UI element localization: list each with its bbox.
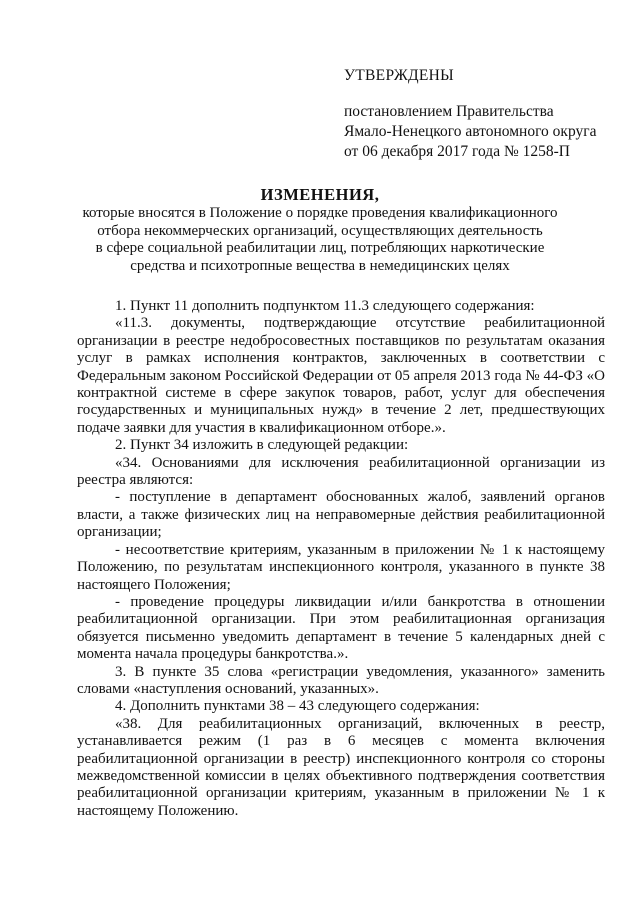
document-heading (0, 185, 640, 275)
paragraph-38: «38. Для реабилитационных организаций, включенных в реестр, устанавливается режим (1 раз в 6 месяцев с момента включения реабилитационной организации в реестр) инспекционного контроля со стороны межведомственной комиссии в целях объективного подтверждения соответствия реабилитационной организации критериям, указанным в приложении № 1 к настоящему Положению. (77, 715, 605, 819)
paragraph-bullet-complaints: - поступление в департамент обоснованных жалоб, заявлений органов власти, а также физических лиц на неправомерные действия реабилитационной организации; (77, 489, 605, 541)
paragraph-11-3: «11.3. документы, подтверждающие отсутствие реабилитационной организации в реестре недобросовестных поставщиков по результатам оказания услуг в рамках исполнения контрактов, заключенных в соответствии с Федеральным законом Российской Федерации от 05 апреля 2013 года № 44-ФЗ «О контрактной системе в сфере закупок товаров, работ, услуг для обеспечения государственных и муниципальных нужд» в течение 2 лет, предшествующих подаче заявки для участия в квалификационном отборе.». (77, 315, 605, 436)
paragraph-item-4: 4. Дополнить пунктами 38 – 43 следующего содержания: (115, 698, 480, 715)
paragraph-item-1: 1. Пункт 11 дополнить подпунктом 11.3 следующего содержания: (115, 298, 535, 314)
paragraph-34: «34. Основаниями для исключения реабилитационной организации из реестра являются: (77, 454, 605, 489)
paragraph-item-2: 2. Пункт 34 изложить в следующей редакции: (115, 437, 409, 454)
approval-title: УТВЕРЖДЕНЫ (344, 67, 454, 84)
paragraph-bullet-criteria: - несоответствие критериям, указанным в приложении № 1 к настоящему Положению, по результатам инспекционного контроля, указанного в пункте 38 настоящего Положения; (77, 541, 605, 593)
document-subtitle-line: средства и психотропные вещества в немедицинских целях (130, 257, 510, 274)
document-title: ИЗМЕНЕНИЯ, (260, 185, 380, 204)
approval-line: Ямало-Ненецкого автономного округа (344, 123, 597, 140)
document-subtitle-line: которые вносятся в Положение о порядке проведения квалификационного (82, 205, 558, 221)
document-subtitle-line: отбора некоммерческих организаций, осуществляющих деятельность (97, 222, 543, 239)
paragraph-item-3: 3. В пункте 35 слова «регистрации уведомления, указанного» заменить словами «наступления оснований, указанных». (77, 663, 605, 697)
document-subtitle-line: в сфере социальной реабилитации лиц, потребляющих наркотические (95, 240, 545, 256)
approval-line: постановлением Правительства (344, 103, 554, 120)
approval-lines (344, 102, 596, 162)
approval-block (344, 66, 596, 162)
approval-line: от 06 декабря 2017 года № 1258-П (344, 143, 570, 160)
paragraph-bullet-liquidation: - проведение процедуры ликвидации и/или банкротства в отношении реабилитационной организации. При этом реабилитационная организация обязуется письменно уведомить департамент в течение 5 календарных дней с момента начала процедуры банкротства.». (77, 593, 605, 663)
document-body (77, 298, 605, 820)
